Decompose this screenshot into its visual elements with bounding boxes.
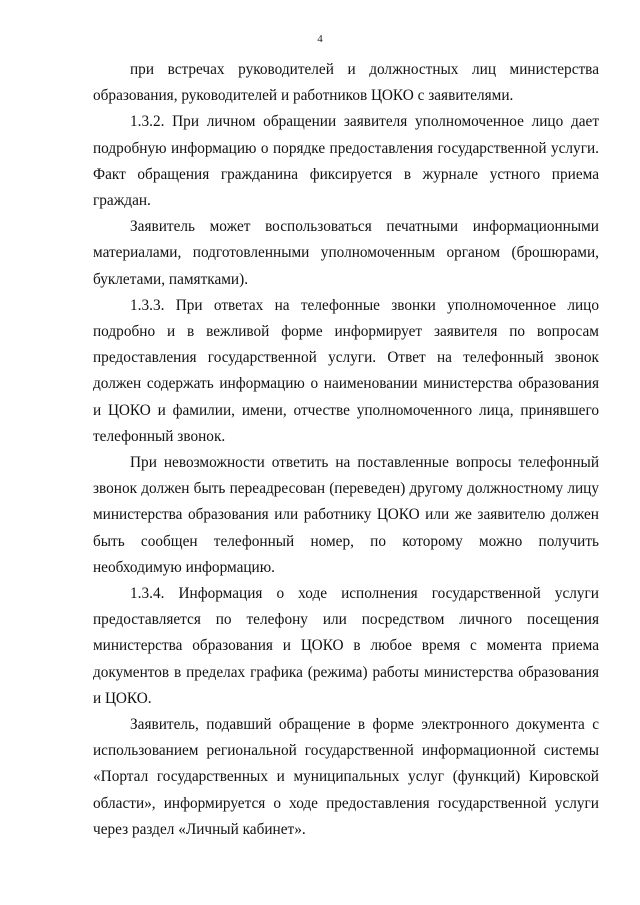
document-body [93, 57, 599, 843]
paragraph-1-3-4: 1.3.4. Информация о ходе исполнения государственной услуги предоставляется по телефону или посредством личного посещения министерства образования и ЦОКО в любое время с момента приема документов в пределах графика (режима) работы министерства образования и ЦОКО. [93, 585, 599, 707]
paragraph-1-3-2: 1.3.2. При личном обращении заявителя уполномоченное лицо дает подробную информацию о порядке предоставления государственной услуги. Факт обращения гражданина фиксируется в журнале устного приема граждан. [93, 113, 599, 210]
paragraph-call-redirect: При невозможности ответить на поставленные вопросы телефонный звонок должен быть переадресован (переведен) другому должностному лицу министерства образования или работнику ЦОКО или же заявителю должен быть сообщен телефонный номер, по которому можно получить необходимую информацию. [93, 454, 599, 576]
paragraph-electronic-applicant: Заявитель, подавший обращение в форме электронного документа с использованием региональной государственной информационной системы «Портал государственных и муниципальных услуг (функций) Кировской области», информируется о ходе предоставления государственной услуги через раздел «Личный кабинет». [93, 716, 599, 838]
paragraph-printed-materials: Заявитель может воспользоваться печатными информационными материалами, подготовленными уполномоченным органом (брошюрами, буклетами, памятками). [93, 218, 599, 288]
paragraph-1-3-3: 1.3.3. При ответах на телефонные звонки уполномоченное лицо подробно и в вежливой форме информирует заявителя по вопросам предоставления государственной услуги. Ответ на телефонный звонок должен содержать информацию о наименовании министерства образования и ЦОКО и фамилии, имени, отчестве уполномоченного лица, принявшего телефонный звонок. [93, 296, 599, 445]
page-number: 4 [317, 33, 323, 45]
paragraph-continuation: при встречах руководителей и должностных лиц министерства образования, руководителей и работников ЦОКО с заявителями. [93, 61, 599, 105]
